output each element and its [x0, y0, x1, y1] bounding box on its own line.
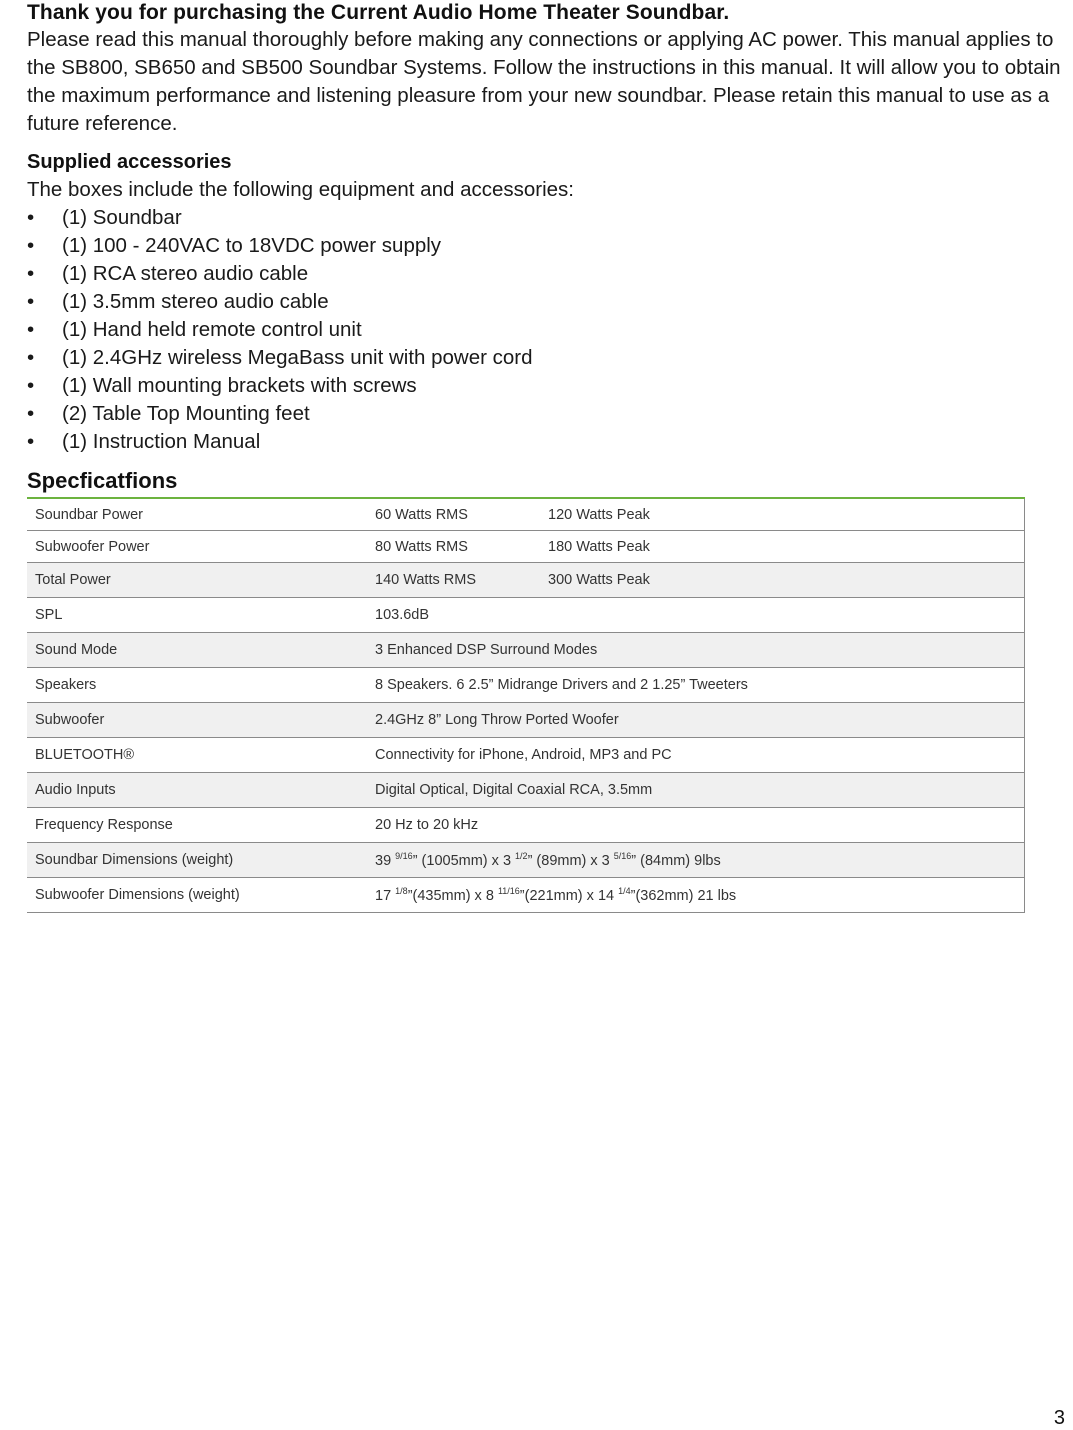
list-item [27, 344, 1067, 372]
table-row [27, 668, 1025, 703]
table-row [27, 808, 1025, 843]
spec-value [367, 843, 1025, 878]
dim-text: ” (89mm) x 3 [527, 853, 614, 869]
spec-value: Digital Optical, Digital Coaxial RCA, 3.5mm [367, 773, 1025, 808]
spec-value: 103.6dB [367, 598, 1025, 633]
spec-label: Subwoofer Power [27, 531, 367, 563]
table-row [27, 738, 1025, 773]
list-item [27, 316, 1067, 344]
spec-rms: 140 Watts RMS [367, 563, 540, 598]
list-item [27, 428, 1067, 456]
bullet: • [27, 262, 35, 285]
manual-page [27, 0, 1067, 913]
list-item-text: (1) Wall mounting brackets with screws [62, 374, 417, 397]
table-row [27, 843, 1025, 878]
spec-label: Total Power [27, 563, 367, 598]
spec-peak: 300 Watts Peak [540, 563, 1025, 598]
fraction: 5/16 [613, 851, 632, 861]
spec-label: Subwoofer [27, 703, 367, 738]
bullet: • [27, 318, 35, 341]
list-item-text: (1) 3.5mm stereo audio cable [62, 290, 329, 313]
spec-label: Speakers [27, 668, 367, 703]
spec-label: SPL [27, 598, 367, 633]
accessories-intro: The boxes include the following equipment and accessories: [27, 178, 574, 201]
bullet: • [27, 374, 35, 397]
spec-label: Frequency Response [27, 808, 367, 843]
page-number: 3 [1053, 1407, 1065, 1429]
table-row [27, 563, 1025, 598]
fraction: 9/16 [395, 851, 413, 861]
list-item [27, 288, 1067, 316]
accessories-heading: Supplied accessories [27, 151, 232, 173]
dim-text: ”(435mm) x 8 [407, 888, 498, 904]
dim-text: ”(362mm) 21 lbs [630, 888, 737, 904]
list-item-text: (1) Soundbar [62, 206, 182, 229]
list-item-text: (1) Instruction Manual [62, 430, 261, 453]
bullet: • [27, 346, 35, 369]
list-item-text: (1) 100 - 240VAC to 18VDC power supply [62, 234, 442, 257]
bullet: • [27, 234, 35, 257]
accessories-list [27, 204, 1067, 456]
list-item [27, 400, 1067, 428]
dim-text: ”(221mm) x 14 [519, 888, 619, 904]
fraction: 1/4 [618, 886, 631, 896]
spec-value: 20 Hz to 20 kHz [367, 808, 1025, 843]
bullet: • [27, 290, 35, 313]
spec-peak: 120 Watts Peak [540, 498, 1025, 531]
list-item [27, 204, 1067, 232]
spec-value: 3 Enhanced DSP Surround Modes [367, 633, 1025, 668]
table-row [27, 531, 1025, 563]
bullet: • [27, 430, 35, 453]
specifications-table [27, 497, 1025, 913]
spec-label: Sound Mode [27, 633, 367, 668]
spec-rms: 80 Watts RMS [367, 531, 540, 563]
spec-label: Soundbar Power [27, 498, 367, 531]
list-item-text: (1) 2.4GHz wireless MegaBass unit with power cord [62, 346, 533, 369]
dim-text: ” (1005mm) x 3 [412, 853, 516, 869]
list-item-text: (1) Hand held remote control unit [62, 318, 362, 341]
spec-value: 2.4GHz 8” Long Throw Ported Woofer [367, 703, 1025, 738]
list-item [27, 372, 1067, 400]
table-row [27, 773, 1025, 808]
spec-value: Connectivity for iPhone, Android, MP3 and PC [367, 738, 1025, 773]
list-item-text: (1) RCA stereo audio cable [62, 262, 309, 285]
spec-label: Audio Inputs [27, 773, 367, 808]
list-item [27, 260, 1067, 288]
table-row [27, 598, 1025, 633]
list-item-text: (2) Table Top Mounting feet [62, 402, 310, 425]
table-row [27, 878, 1025, 913]
spec-label: Subwoofer Dimensions (weight) [27, 878, 367, 913]
spec-value: 8 Speakers. 6 2.5” Midrange Drivers and 2 1.25” Tweeters [367, 668, 1025, 703]
fraction: 11/16 [497, 886, 520, 896]
spec-value [367, 878, 1025, 913]
spec-rms: 60 Watts RMS [367, 498, 540, 531]
table-row [27, 633, 1025, 668]
intro-paragraph: Please read this manual thoroughly before making any connections or applying AC power. This manual applies to the SB800, SB650 and SB500 Soundbar Systems. Follow the instructions in this manual. It will allow you to obtain the maximum performance and listening pleasure from your new soundbar. Please retain this manual to use as a future reference. [27, 28, 1061, 135]
list-item [27, 232, 1067, 260]
dim-text: 39 [375, 853, 396, 869]
table-row [27, 703, 1025, 738]
spec-peak: 180 Watts Peak [540, 531, 1025, 563]
fraction: 1/8 [395, 886, 408, 896]
spec-label: BLUETOOTH® [27, 738, 367, 773]
bullet: • [27, 402, 35, 425]
dim-text: 17 [375, 888, 396, 904]
specifications-heading: Specficatfions [27, 468, 178, 493]
fraction: 1/2 [515, 851, 528, 861]
page-title: Thank you for purchasing the Current Audio Home Theater Soundbar. [27, 1, 730, 24]
bullet: • [27, 206, 35, 229]
table-row [27, 498, 1025, 531]
spec-label: Soundbar Dimensions (weight) [27, 843, 367, 878]
dim-text: ” (84mm) 9lbs [631, 853, 721, 869]
